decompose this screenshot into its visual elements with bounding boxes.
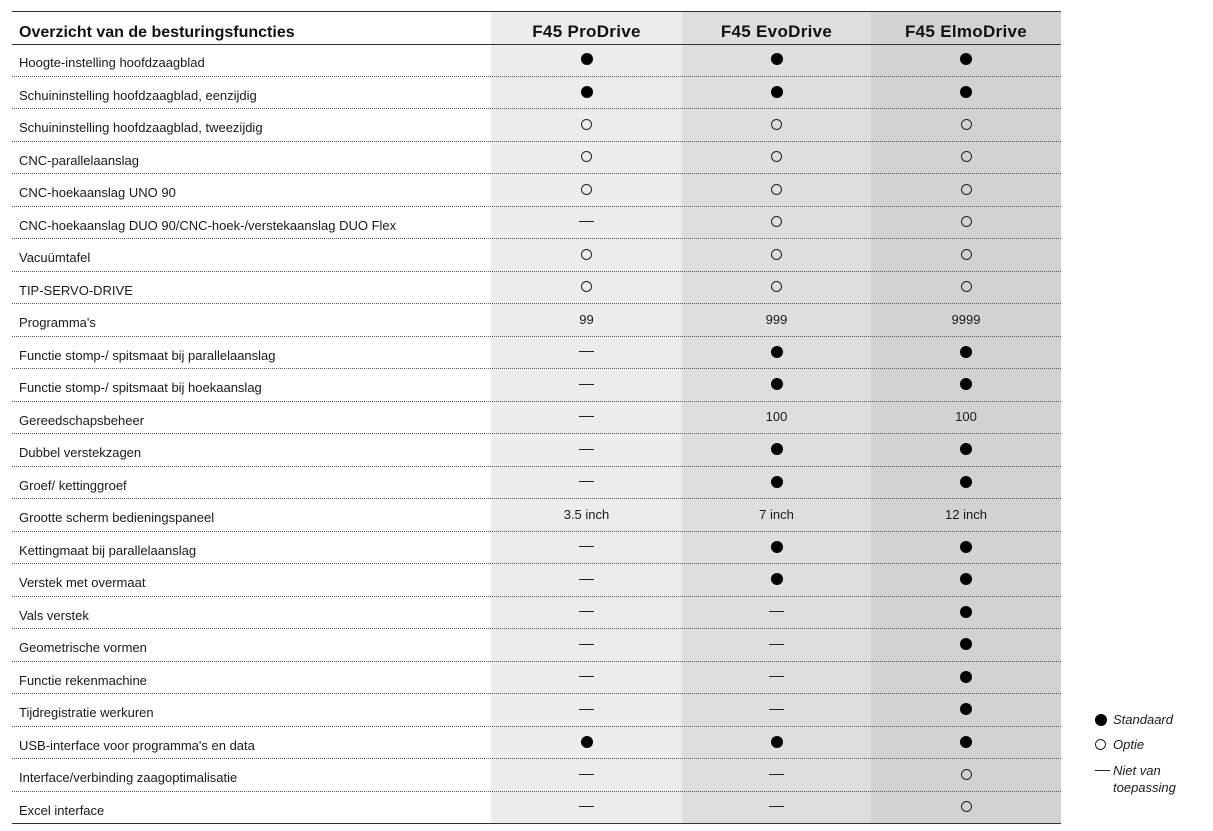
row-label: Dubbel verstekzagen [19,445,142,460]
cell-elmodrive [871,337,1061,367]
dash-icon [579,449,594,450]
legend-na-line1: Niet van [1113,763,1161,778]
cell-evodrive [682,77,871,107]
cell-prodrive [491,142,682,172]
legend-standard [1093,710,1208,735]
cell-elmodrive [871,239,1061,269]
cell-elmodrive [871,142,1061,172]
cell-evodrive [682,759,871,789]
cell-prodrive [491,239,682,269]
open-circle-icon [581,151,592,162]
cell-evodrive [682,207,871,237]
filled-circle-icon [960,378,972,390]
table-row [12,272,1061,305]
cell-prodrive [491,792,682,822]
legend-not-applicable [1093,760,1208,795]
dash-icon [579,806,594,807]
cell-evodrive [682,369,871,399]
row-label: Verstek met overmaat [19,575,146,590]
dash-icon [769,676,784,677]
cell-value: 9999 [951,311,981,327]
legend-option-label: Optie [1113,737,1145,752]
dash-icon [769,806,784,807]
cell-elmodrive [871,759,1061,789]
cell-elmodrive [871,44,1061,74]
open-circle-icon [771,216,782,227]
cell-elmodrive [871,109,1061,139]
dash-icon [579,351,594,352]
cell-prodrive [491,499,682,529]
cell-evodrive [682,272,871,302]
cell-prodrive [491,207,682,237]
filled-circle-icon [771,443,783,455]
cell-evodrive [682,792,871,822]
dash-icon [579,709,594,710]
open-circle-icon [771,184,782,195]
cell-evodrive [682,727,871,757]
cell-elmodrive [871,467,1061,497]
dash-icon [579,579,594,580]
cell-elmodrive [871,369,1061,399]
cell-elmodrive [871,564,1061,594]
row-label: Vacuümtafel [19,250,91,265]
open-circle-icon [961,119,972,130]
row-label: TIP-SERVO-DRIVE [19,282,133,298]
open-circle-icon [771,119,782,130]
dash-icon [579,644,594,645]
cell-elmodrive [871,272,1061,302]
cell-evodrive [682,174,871,204]
cell-evodrive [682,532,871,562]
row-label: Tijdregistratie werkuren [19,705,154,720]
filled-circle-icon [960,703,972,715]
row-label: Gereedschapsbeheer [19,412,145,428]
table-row [12,109,1061,142]
open-circle-icon [771,151,782,162]
table-row [12,499,1061,532]
table-row [12,142,1061,175]
cell-evodrive [682,304,871,334]
open-circle-icon [961,151,972,162]
dash-icon [769,611,784,612]
cell-evodrive [682,597,871,627]
table-row [12,597,1061,630]
cell-elmodrive [871,174,1061,204]
filled-circle-icon [771,346,783,358]
cell-elmodrive [871,662,1061,692]
cell-elmodrive [871,792,1061,822]
cell-prodrive [491,759,682,789]
cell-prodrive [491,694,682,724]
dash-icon [579,416,594,417]
legend-standard-label: Standaard [1113,712,1173,727]
cell-evodrive [682,142,871,172]
open-circle-icon [961,216,972,227]
filled-circle-icon [960,573,972,585]
dash-icon [769,774,784,775]
dash-icon [769,709,784,710]
cell-evodrive [682,694,871,724]
open-circle-icon [961,801,972,812]
column-header-prodrive: F45 ProDrive [532,22,641,41]
filled-circle-icon [771,86,783,98]
cell-elmodrive [871,402,1061,432]
open-circle-icon [961,281,972,292]
open-circle-icon [771,281,782,292]
cell-prodrive [491,272,682,302]
open-circle-icon [1095,739,1106,750]
cell-elmodrive [871,207,1061,237]
cell-prodrive [491,532,682,562]
open-circle-icon [581,249,592,260]
cell-prodrive [491,467,682,497]
cell-prodrive [491,304,682,334]
row-label: Grootte scherm bedieningspaneel [19,510,215,525]
table-row [12,337,1061,370]
cell-prodrive [491,44,682,74]
row-label: Kettingmaat bij parallelaanslag [19,542,197,558]
cell-prodrive [491,662,682,692]
row-label: Geometrische vormen [19,640,147,655]
dash-icon [579,774,594,775]
row-label: Functie stomp-/ spitsmaat bij parallelaanslag [19,347,276,363]
table-row [12,792,1061,825]
column-header-elmodrive: F45 ElmoDrive [904,22,1027,41]
cell-elmodrive [871,727,1061,757]
filled-circle-icon [960,736,972,748]
cell-evodrive [682,109,871,139]
legend-na-line2: toepassing [1113,780,1176,795]
filled-circle-icon [581,86,593,98]
table-row [12,402,1061,435]
table-row [12,467,1061,500]
table-row [12,532,1061,565]
cell-elmodrive [871,694,1061,724]
open-circle-icon [581,184,592,195]
cell-value: 100 [955,409,977,424]
row-label: CNC-hoekaanslag DUO 90/CNC-hoek-/verstekaanslag DUO Flex [19,217,397,233]
row-label: Hoogte-instelling hoofdzaagblad [19,55,205,70]
cell-prodrive [491,629,682,659]
row-label: CNC-hoekaanslag UNO 90 [19,185,176,200]
dash-icon [579,676,594,677]
filled-circle-icon [960,671,972,683]
cell-evodrive [682,662,871,692]
cell-value: 100 [765,409,788,424]
cell-value: 7 inch [759,506,794,522]
filled-circle-icon [960,86,972,98]
cell-prodrive [491,369,682,399]
cell-prodrive [491,77,682,107]
table-row [12,369,1061,402]
filled-circle-icon [771,541,783,553]
row-label: Schuininstelling hoofdzaagblad, tweezijdig [19,120,263,135]
filled-circle-icon [771,736,783,748]
row-label: Programma's [19,315,96,330]
cell-elmodrive [871,77,1061,107]
row-label: Groef/ kettinggroef [19,477,127,493]
legend [1093,710,1208,795]
cell-prodrive [491,402,682,432]
cell-evodrive [682,467,871,497]
filled-circle-icon [960,606,972,618]
open-circle-icon [961,249,972,260]
dash-icon [579,546,594,547]
cell-value: 999 [765,311,788,327]
table-row [12,239,1061,272]
filled-circle-icon [960,541,972,553]
table-row [12,77,1061,110]
row-label: Functie rekenmachine [19,672,147,688]
dash-icon [579,481,594,482]
dash-icon [579,221,594,222]
cell-value: 3.5 inch [563,506,610,522]
cell-evodrive [682,402,871,432]
open-circle-icon [581,281,592,292]
table-row [12,759,1061,792]
filled-circle-icon [771,573,783,585]
table-row [12,44,1061,77]
cell-evodrive [682,564,871,594]
table-row [12,304,1061,337]
row-label: Schuininstelling hoofdzaagblad, eenzijdig [19,87,257,103]
cell-prodrive [491,564,682,594]
dash-icon [579,611,594,612]
cell-elmodrive [871,434,1061,464]
filled-circle-icon [960,476,972,488]
filled-circle-icon [771,378,783,390]
row-label: Vals verstek [19,607,89,623]
cell-evodrive [682,44,871,74]
filled-circle-icon [960,53,972,65]
cell-elmodrive [871,597,1061,627]
row-label: Interface/verbinding zaagoptimalisatie [19,770,238,785]
cell-evodrive [682,434,871,464]
cell-evodrive [682,629,871,659]
cell-prodrive [491,174,682,204]
table-header-row [12,12,1061,45]
table-row [12,727,1061,760]
filled-circle-icon [581,736,593,748]
cell-elmodrive [871,629,1061,659]
filled-circle-icon [960,443,972,455]
cell-evodrive [682,499,871,529]
dash-icon [579,384,594,385]
cell-evodrive [682,337,871,367]
filled-circle-icon [771,53,783,65]
cell-elmodrive [871,499,1061,529]
open-circle-icon [961,769,972,780]
column-header-evodrive: F45 EvoDrive [720,22,833,41]
table-row [12,207,1061,240]
open-circle-icon [771,249,782,260]
cell-value: 99 [579,311,594,327]
table-row [12,564,1061,597]
row-label: Excel interface [19,802,105,818]
filled-circle-icon [960,638,972,650]
open-circle-icon [581,119,592,130]
filled-circle-icon [771,476,783,488]
dash-icon [769,644,784,645]
cell-prodrive [491,597,682,627]
table-row [12,434,1061,467]
legend-option [1093,735,1208,760]
row-label: CNC-parallelaanslag [19,152,139,168]
table-row [12,662,1061,695]
table-title: Overzicht van de besturingsfuncties [19,24,295,41]
cell-evodrive [682,239,871,269]
table-row [12,694,1061,727]
dash-icon [1095,770,1110,771]
table-row [12,174,1061,207]
row-label: USB-interface voor programma's en data [19,737,255,753]
filled-circle-icon [1095,714,1107,726]
cell-prodrive [491,109,682,139]
cell-prodrive [491,727,682,757]
row-label: Functie stomp-/ spitsmaat bij hoekaanslag [19,380,262,395]
filled-circle-icon [581,53,593,65]
filled-circle-icon [960,346,972,358]
cell-elmodrive [871,532,1061,562]
open-circle-icon [961,184,972,195]
cell-prodrive [491,434,682,464]
cell-elmodrive [871,304,1061,334]
cell-value: 12 inch [945,506,987,522]
cell-prodrive [491,337,682,367]
table-row [12,629,1061,662]
